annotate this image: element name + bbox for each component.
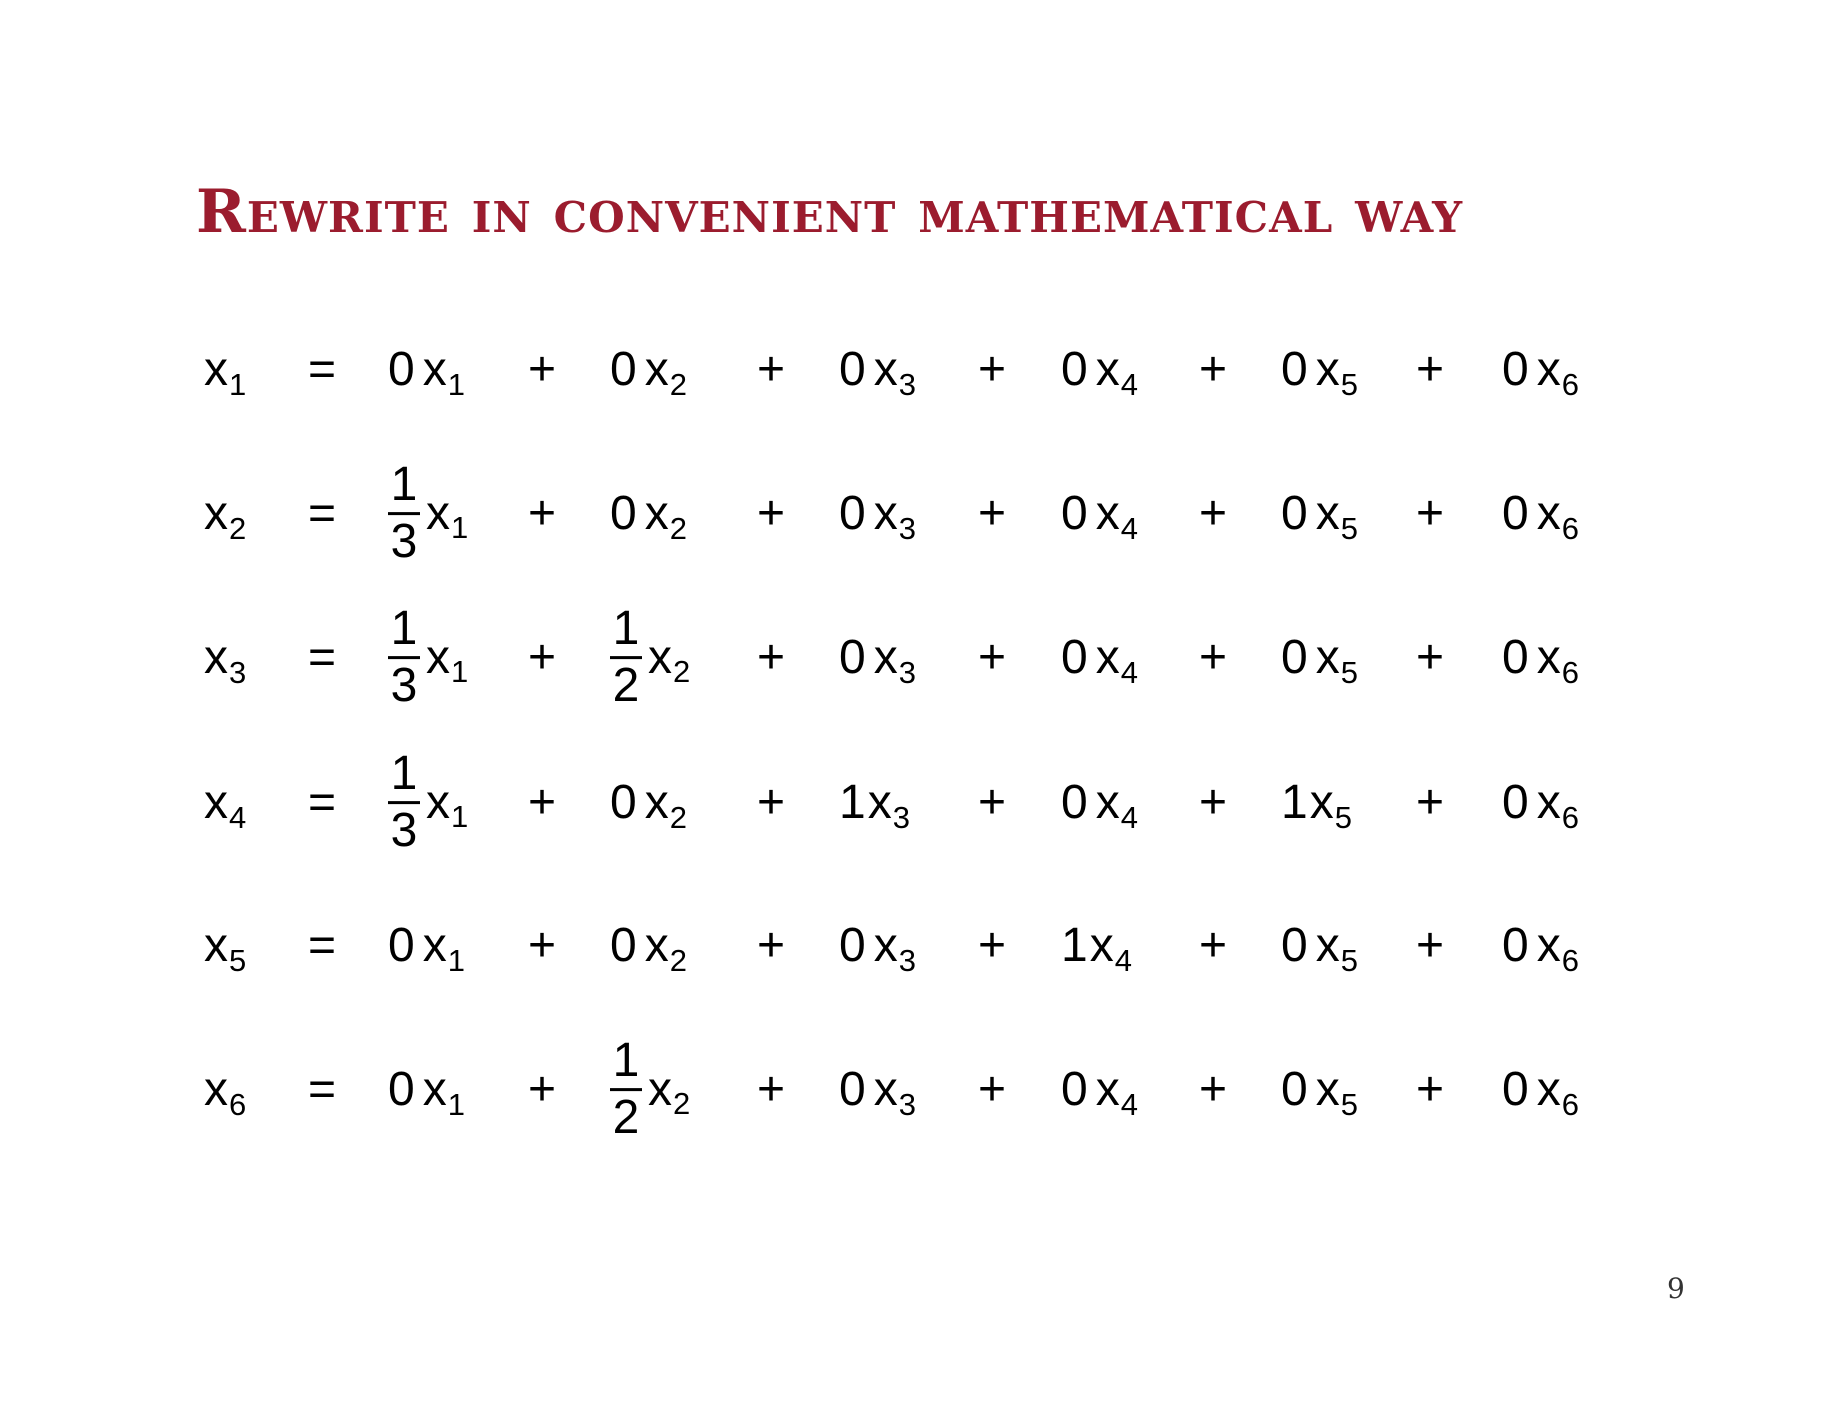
variable: x	[644, 919, 669, 972]
variable: x	[204, 343, 228, 396]
term	[1502, 919, 1579, 978]
equation-lhs	[204, 776, 247, 835]
variable: x	[1315, 919, 1340, 972]
term	[1061, 1063, 1138, 1122]
variable: x	[1536, 487, 1561, 540]
plus-sign: +	[1198, 776, 1228, 829]
term	[388, 343, 465, 402]
term	[1061, 631, 1138, 690]
coefficient: 0	[1281, 487, 1308, 540]
variable-subscript: 3	[229, 654, 247, 690]
page-number: 9	[1667, 1272, 1685, 1305]
variable-subscript: 2	[669, 799, 687, 835]
variable: x	[1095, 1063, 1120, 1116]
plus-sign: +	[1415, 343, 1445, 396]
coefficient: 0	[839, 919, 866, 972]
variable: x	[1095, 631, 1120, 684]
plus-sign: +	[527, 631, 557, 684]
term	[610, 919, 687, 978]
equation-lhs	[204, 487, 247, 546]
fraction-coefficient	[388, 604, 420, 712]
fraction-denominator: 2	[612, 1091, 640, 1145]
term	[1502, 776, 1579, 835]
plus-sign: +	[527, 343, 557, 396]
term	[388, 919, 465, 978]
coefficient: 0	[1502, 776, 1529, 829]
variable-subscript: 2	[669, 366, 687, 402]
variable-subscript: 3	[898, 366, 916, 402]
variable-subscript: 6	[1561, 654, 1579, 690]
coefficient: 0	[1061, 1063, 1088, 1116]
term	[839, 343, 916, 402]
term	[1502, 1063, 1579, 1122]
variable-subscript: 4	[229, 799, 247, 835]
variable-subscript: 3	[892, 799, 910, 835]
term	[1061, 487, 1138, 546]
plus-sign: +	[1415, 487, 1445, 540]
term	[839, 776, 910, 835]
variable: x	[204, 1063, 228, 1116]
term	[1281, 919, 1358, 978]
variable: x	[422, 343, 447, 396]
equation-lhs	[204, 919, 247, 978]
variable: x	[426, 487, 450, 540]
plus-sign: +	[756, 343, 786, 396]
coefficient: 0	[1281, 343, 1308, 396]
term	[1061, 343, 1138, 402]
coefficient: 0	[1061, 776, 1088, 829]
plus-sign: +	[977, 1063, 1007, 1116]
coefficient: 1	[839, 776, 866, 829]
variable-subscript: 1	[451, 799, 469, 835]
equals-sign: =	[307, 1063, 337, 1116]
term	[1281, 776, 1352, 835]
fraction-denominator: 3	[390, 659, 418, 713]
variable-subscript: 1	[229, 366, 247, 402]
term	[388, 460, 468, 568]
equals-sign: =	[307, 487, 337, 540]
plus-sign: +	[756, 1063, 786, 1116]
variable-subscript: 5	[1340, 1086, 1358, 1122]
variable: x	[1315, 487, 1340, 540]
term	[388, 604, 468, 712]
coefficient: 0	[1061, 487, 1088, 540]
variable: x	[873, 631, 898, 684]
variable-subscript: 5	[1340, 654, 1358, 690]
plus-sign: +	[1198, 1063, 1228, 1116]
coefficient: 0	[839, 1063, 866, 1116]
variable-subscript: 6	[1561, 1086, 1579, 1122]
variable: x	[644, 776, 669, 829]
fraction-coefficient	[610, 604, 642, 712]
variable-subscript: 3	[898, 510, 916, 546]
variable: x	[1536, 919, 1561, 972]
fraction-denominator: 3	[390, 515, 418, 569]
plus-sign: +	[1198, 919, 1228, 972]
plus-sign: +	[527, 919, 557, 972]
fraction-coefficient	[610, 1036, 642, 1144]
variable: x	[1315, 343, 1340, 396]
coefficient: 0	[1502, 919, 1529, 972]
variable: x	[426, 631, 450, 684]
term	[1281, 1063, 1358, 1122]
plus-sign: +	[1198, 487, 1228, 540]
coefficient: 1	[1281, 776, 1308, 829]
variable: x	[1095, 776, 1120, 829]
variable: x	[1536, 343, 1561, 396]
variable-subscript: 6	[229, 1086, 247, 1122]
plus-sign: +	[1198, 631, 1228, 684]
slide-title: Rewrite in convenient mathematical way	[196, 177, 1464, 247]
term	[610, 487, 687, 546]
variable-subscript: 1	[451, 510, 469, 546]
variable-subscript: 5	[1340, 510, 1358, 546]
variable: x	[648, 1063, 672, 1116]
coefficient: 0	[839, 343, 866, 396]
plus-sign: +	[1415, 1063, 1445, 1116]
term	[1061, 776, 1138, 835]
plus-sign: +	[1415, 919, 1445, 972]
plus-sign: +	[1415, 776, 1445, 829]
term	[388, 749, 468, 857]
plus-sign: +	[756, 919, 786, 972]
variable: x	[422, 919, 447, 972]
variable: x	[873, 343, 898, 396]
coefficient: 0	[1061, 631, 1088, 684]
fraction-denominator: 2	[612, 659, 640, 713]
variable: x	[1095, 487, 1120, 540]
equation-lhs	[204, 1063, 247, 1122]
coefficient: 0	[1281, 1063, 1308, 1116]
coefficient: 0	[610, 776, 637, 829]
variable-subscript: 2	[669, 510, 687, 546]
coefficient: 0	[1281, 631, 1308, 684]
variable-subscript: 4	[1120, 366, 1138, 402]
term	[610, 776, 687, 835]
plus-sign: +	[977, 631, 1007, 684]
coefficient: 0	[1502, 487, 1529, 540]
coefficient: 0	[610, 919, 637, 972]
equation-lhs	[204, 343, 247, 402]
variable: x	[1315, 1063, 1340, 1116]
fraction-coefficient	[388, 749, 420, 857]
fraction-numerator: 1	[390, 747, 418, 801]
plus-sign: +	[527, 776, 557, 829]
variable-subscript: 5	[1340, 942, 1358, 978]
variable: x	[1095, 343, 1120, 396]
term	[610, 1036, 690, 1144]
variable-subscript: 1	[447, 1086, 465, 1122]
variable: x	[422, 1063, 447, 1116]
plus-sign: +	[756, 776, 786, 829]
plus-sign: +	[977, 776, 1007, 829]
coefficient: 0	[610, 343, 637, 396]
term	[839, 487, 916, 546]
variable-subscript: 2	[673, 1086, 691, 1122]
variable-subscript: 4	[1120, 510, 1138, 546]
term	[839, 631, 916, 690]
variable: x	[1536, 631, 1561, 684]
variable: x	[648, 631, 672, 684]
coefficient: 0	[388, 919, 415, 972]
coefficient: 0	[1281, 919, 1308, 972]
term	[1502, 487, 1579, 546]
variable: x	[1536, 1063, 1561, 1116]
fraction-coefficient	[388, 460, 420, 568]
variable-subscript: 1	[447, 942, 465, 978]
variable: x	[1089, 919, 1114, 972]
coefficient: 0	[1061, 343, 1088, 396]
term	[610, 343, 687, 402]
variable-subscript: 4	[1120, 799, 1138, 835]
variable: x	[426, 776, 450, 829]
variable-subscript: 5	[1334, 799, 1352, 835]
variable: x	[644, 343, 669, 396]
fraction-numerator: 1	[612, 1034, 640, 1088]
variable-subscript: 1	[451, 654, 469, 690]
plus-sign: +	[977, 487, 1007, 540]
variable-subscript: 6	[1561, 510, 1579, 546]
variable: x	[644, 487, 669, 540]
variable-subscript: 4	[1120, 654, 1138, 690]
coefficient: 0	[388, 1063, 415, 1116]
variable-subscript: 6	[1561, 366, 1579, 402]
variable-subscript: 3	[898, 942, 916, 978]
plus-sign: +	[1198, 343, 1228, 396]
variable-subscript: 1	[447, 366, 465, 402]
term	[1281, 487, 1358, 546]
plus-sign: +	[756, 487, 786, 540]
variable: x	[1309, 776, 1334, 829]
equation-lhs	[204, 631, 247, 690]
variable: x	[1536, 776, 1561, 829]
variable: x	[867, 776, 892, 829]
equals-sign: =	[307, 343, 337, 396]
variable-subscript: 3	[898, 1086, 916, 1122]
variable-subscript: 4	[1120, 1086, 1138, 1122]
term	[1502, 631, 1579, 690]
variable-subscript: 2	[673, 654, 691, 690]
variable-subscript: 5	[229, 942, 247, 978]
term	[1281, 343, 1358, 402]
equals-sign: =	[307, 631, 337, 684]
fraction-denominator: 3	[390, 804, 418, 858]
fraction-numerator: 1	[390, 458, 418, 512]
plus-sign: +	[1415, 631, 1445, 684]
variable: x	[873, 919, 898, 972]
plus-sign: +	[977, 343, 1007, 396]
term	[610, 604, 690, 712]
term	[1061, 919, 1132, 978]
plus-sign: +	[756, 631, 786, 684]
variable: x	[1315, 631, 1340, 684]
variable: x	[204, 776, 228, 829]
variable: x	[873, 1063, 898, 1116]
term	[388, 1063, 465, 1122]
coefficient: 0	[839, 631, 866, 684]
plus-sign: +	[527, 1063, 557, 1116]
variable: x	[204, 487, 228, 540]
plus-sign: +	[527, 487, 557, 540]
fraction-numerator: 1	[612, 602, 640, 656]
coefficient: 0	[839, 487, 866, 540]
term	[1281, 631, 1358, 690]
variable: x	[204, 919, 228, 972]
equals-sign: =	[307, 776, 337, 829]
coefficient: 0	[1502, 1063, 1529, 1116]
variable-subscript: 4	[1114, 942, 1132, 978]
variable: x	[204, 631, 228, 684]
variable-subscript: 5	[1340, 366, 1358, 402]
coefficient: 0	[388, 343, 415, 396]
variable-subscript: 2	[669, 942, 687, 978]
term	[839, 1063, 916, 1122]
variable-subscript: 6	[1561, 799, 1579, 835]
coefficient: 0	[1502, 631, 1529, 684]
variable-subscript: 3	[898, 654, 916, 690]
coefficient: 0	[1502, 343, 1529, 396]
variable-subscript: 6	[1561, 942, 1579, 978]
coefficient: 0	[610, 487, 637, 540]
fraction-numerator: 1	[390, 602, 418, 656]
term	[839, 919, 916, 978]
variable-subscript: 2	[229, 510, 247, 546]
plus-sign: +	[977, 919, 1007, 972]
equals-sign: =	[307, 919, 337, 972]
term	[1502, 343, 1579, 402]
variable: x	[873, 487, 898, 540]
coefficient: 1	[1061, 919, 1088, 972]
